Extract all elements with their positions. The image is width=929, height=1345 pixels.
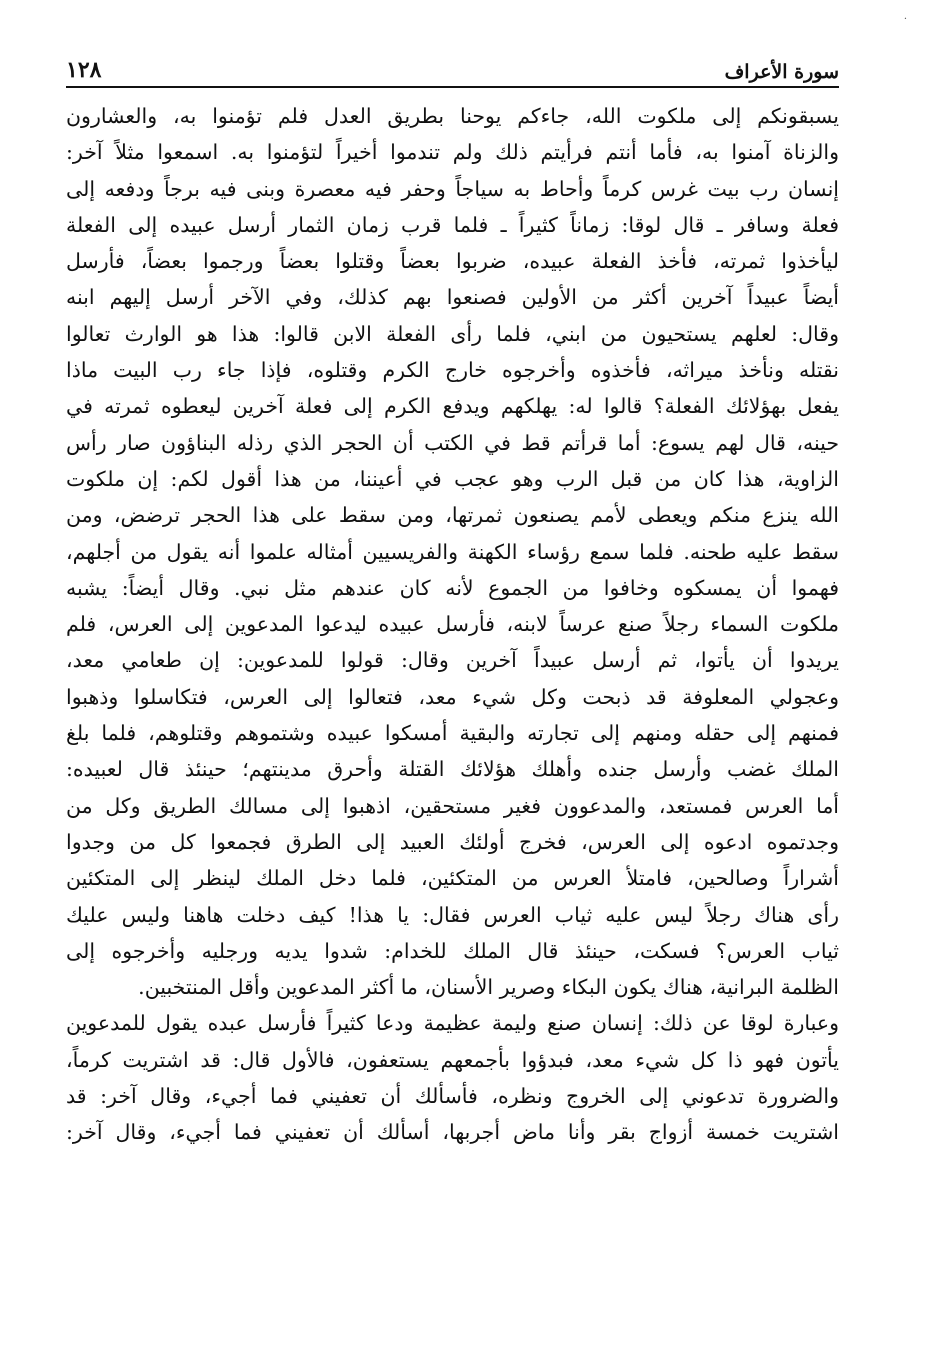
text-line: ثياب العرس؟ فسكت، حينئذ قال الملك للخدام: شدوا يديه ورجليه وأخرجوه إلى bbox=[66, 938, 839, 963]
text-line: الملك غضب وأرسل جنده وأهلك هؤلائك القتلة وأحرق مدينتهم؛ حينئذ قال لعبيده: bbox=[66, 757, 839, 782]
text-line: والزناة آمنوا به، فأما أنتم فرأيتم ذلك ولم تندموا أخيراً لتؤمنوا به. اسمعوا مثلاً آخر: bbox=[66, 140, 839, 165]
text-line: يريدوا أن يأتوا، ثم أرسل عبيداً آخرين وقال: قولوا للمدعوين: إن طعامي معد، bbox=[66, 648, 839, 673]
text-line: ليأخذوا ثمرته، فأخذ الفعلة عبيده، ضربوا بعضاً وقتلوا بعضاً ورجموا بعضاً، فأرسل bbox=[66, 249, 839, 274]
text-line: اشتريت خمسة أزواج بقر وأنا ماض أجربها، أسألك أن تعفيني فما أجيء، وقال آخر: bbox=[66, 1120, 839, 1145]
text-line: حينه، قال لهم يسوع: أما قرأتم قط في الكتب أن الحجر الذي رذله البناؤون صار رأس bbox=[66, 430, 839, 455]
page-header bbox=[66, 52, 839, 88]
text-line: يسبقونكم إلى ملكوت الله، جاءكم يوحنا بطريق العدل فلم تؤمنوا به، والعشارون bbox=[66, 104, 839, 128]
text-line: وعجولي المعلوفة قد ذبحت وكل شيء معد، فتعالوا إلى العرس، فتكاسلوا وذهبوا bbox=[66, 684, 839, 709]
text-line: وعبارة لوقا عن ذلك: إنسان صنع وليمة عظيمة ودعا كثيراً فأرسل عبده يقول للمدعوين bbox=[66, 1011, 839, 1036]
text-line: أيضاً عبيداً آخرين أكثر من الأولين فصنعوا بهم كذلك، وفي الآخر أرسل إليهم ابنه bbox=[66, 285, 839, 310]
text-line: إنسان رب بيت غرس كرماً وأحاط به سياجاً وحفر فيه معصرة وبنى فيه برجاً ودفعه إلى bbox=[66, 176, 839, 201]
text-line: وجدتموه ادعوه إلى العرس، فخرج أولئك العبيد إلى الطرق فجمعوا كل من وجدوا bbox=[66, 829, 839, 854]
text-line: فمنهم إلى حقله ومنهم إلى تجارته والبقية أمسكوا عبيده وشتموهم وقتلوهم، فلما بلغ bbox=[66, 721, 839, 746]
text-line: أما العرس فمستعد، والمدعوون فغير مستحقين، اذهبوا إلى مسالك الطريق وكل من bbox=[66, 793, 839, 818]
text-line: سقط عليه طحنه. فلما سمع رؤساء الكهنة والفريسيين أمثاله علموا أنه يقول من أجلهم، bbox=[66, 539, 839, 564]
text-line: فعلة وسافر ـ قال لوقا: زماناً كثيراً ـ فلما قرب زمان الثمار أرسل عبيده إلى الفعلة bbox=[66, 212, 839, 237]
scan-speck: · bbox=[903, 14, 907, 25]
text-line: أشراراً وصالحين، فامتلأ العرس من المتكئين، فلما دخل الملك لينظر إلى المتكئين bbox=[66, 866, 839, 891]
text-line: يأتون فهو ذا كل شيء معد، فبدؤوا بأجمعهم يستعفون، فالأول قال: قد اشتريت كرماً، bbox=[66, 1047, 839, 1072]
text-line: ملكوت السماء رجلاً صنع عرساً لابنه، فأرسل عبيده ليدعوا المدعوين إلى العرس، فلم bbox=[66, 612, 839, 637]
text-line: يفعل بهؤلائك الفعلة؟ قالوا له: يهلكهم ويدفع الكرم إلى فعلة آخرين ليعطوه ثمرته في bbox=[66, 394, 839, 419]
text-line: الزاوية، هذا كان من قبل الرب وهو عجب في أعيننا، من هذا أقول لكم: إن ملكوت bbox=[66, 466, 839, 491]
page-number: ١٢٨ bbox=[66, 57, 102, 83]
text-line: نقتله ونأخذ ميراثه، فأخذوه وأخرجوه خارج الكرم وقتلوه، فإذا جاء رب البيت ماذا bbox=[66, 358, 839, 383]
text-line: فهموا أن يمسكوه وخافوا من الجموع لأنه كان عندهم مثل نبي. وقال أيضاً: يشبه bbox=[66, 575, 839, 600]
text-line: الله ينزع منكم ويعطى لأمم يصنعون ثمرتها، ومن سقط على هذا الحجر ترضض، ومن bbox=[66, 503, 839, 528]
surah-title: سورة الأعراف bbox=[724, 61, 839, 83]
text-line: والضرورة تدعوني إلى الخروج ونظره، فأسألك أن تعفيني فما أجيء، وقال آخر: قد bbox=[66, 1084, 839, 1109]
text-line: الظلمة البرانية، هناك يكون البكاء وصرير الأسنان، ما أكثر المدعوين وأقل المنتخبين. bbox=[138, 975, 839, 1000]
text-line: رأى هناك رجلاً ليس عليه ثياب العرس فقال: يا هذا! كيف دخلت هاهنا وليس عليك bbox=[66, 902, 839, 927]
text-line: وقال: لعلهم يستحيون من ابني، فلما رأى الفعلة الابن قالوا: هذا هو الوارث تعالوا bbox=[66, 321, 839, 346]
text-body bbox=[66, 98, 839, 1151]
